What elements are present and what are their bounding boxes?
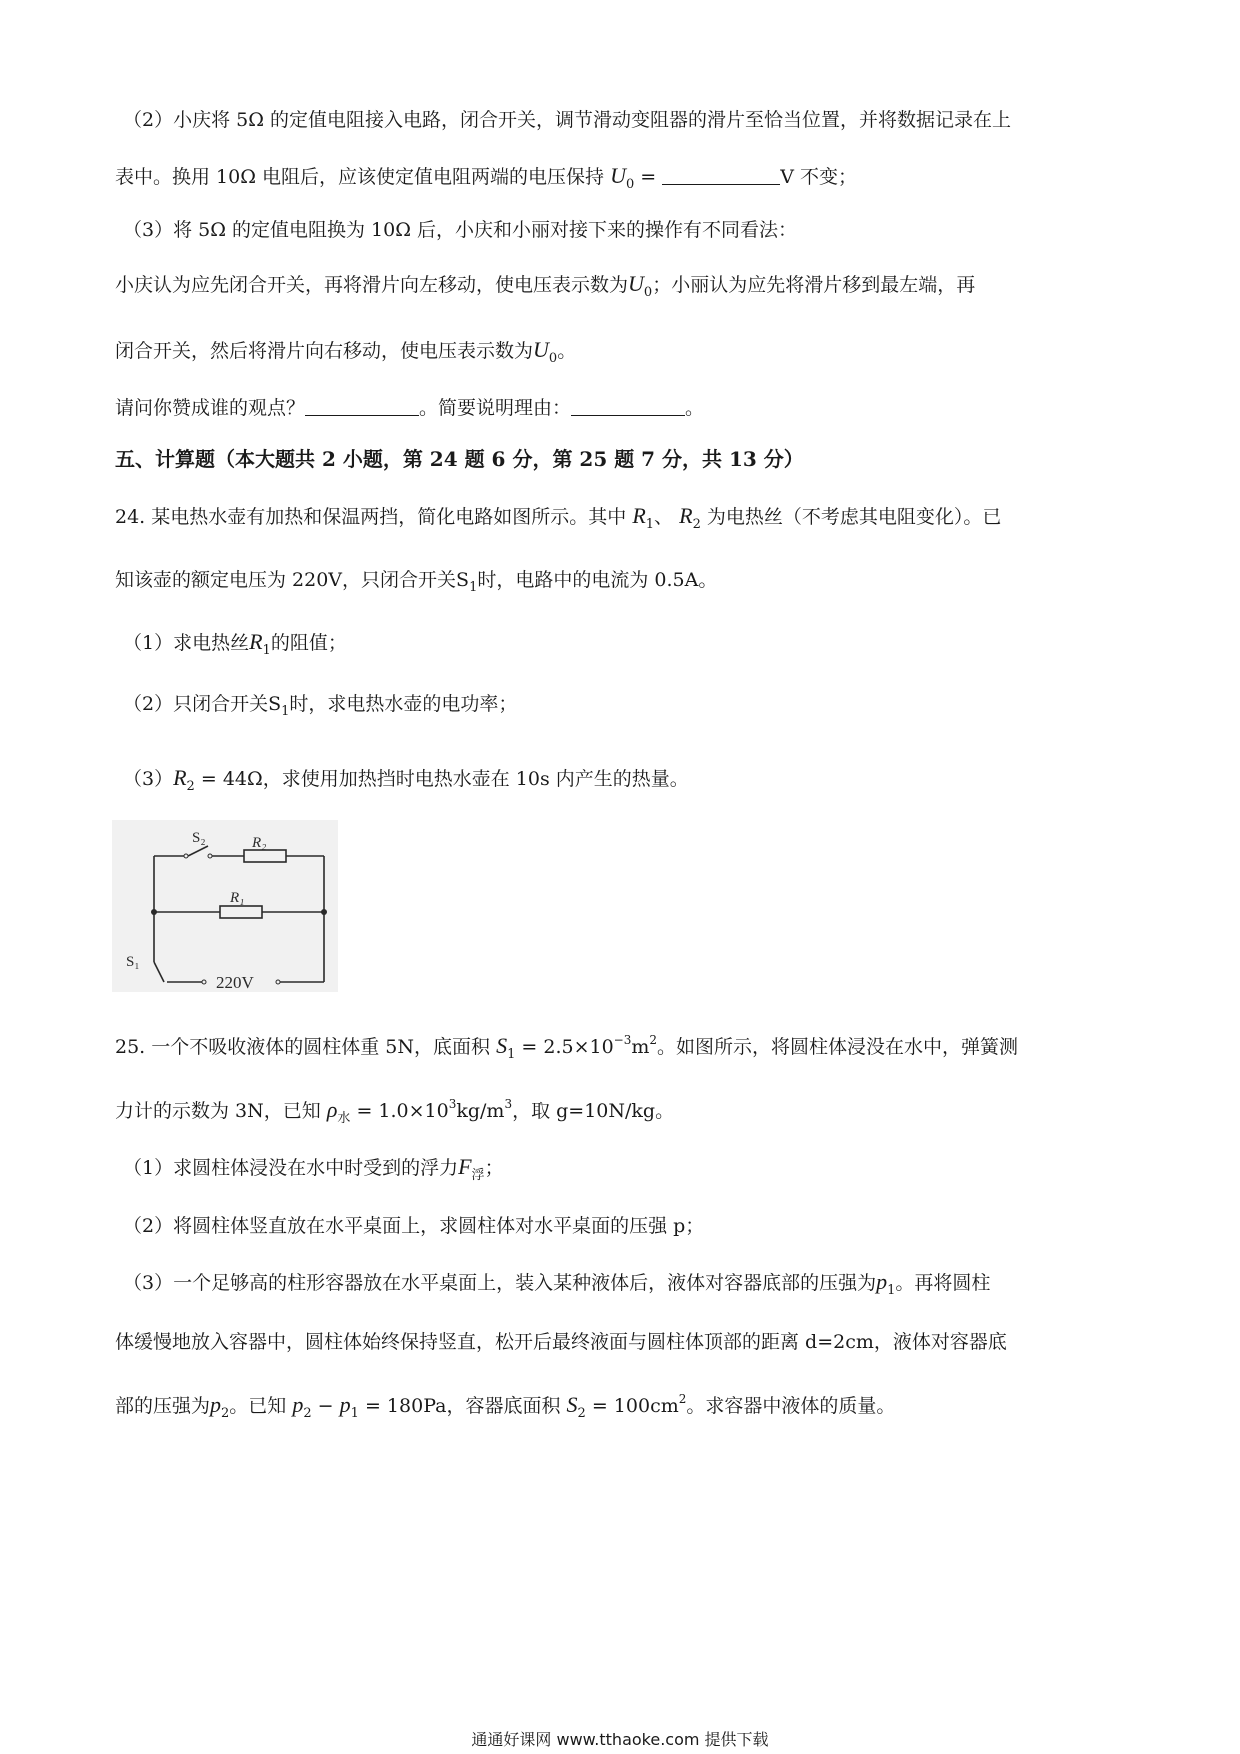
q23-part2-line1: （2）小庆将 5Ω 的定值电阻接入电路，闭合开关，调节滑动变阻器的滑片至恰当位置，并将数据记录在上 [123, 109, 1012, 131]
answer-blank-u0[interactable] [662, 166, 780, 185]
label-r2: R₂ [252, 835, 267, 851]
q23-part3-line2: 小庆认为应先闭合开关，再将滑片向左移动，使电压表示数为$U_0$；小丽认为应先将滑片移到最左端，再 [115, 271, 976, 300]
q24-part2: （2）只闭合开关$S_1$时，求电热水壶的电功率； [123, 693, 518, 719]
q24-line1: 24. 某电热水壶有加热和保温两挡，简化电路如图所示。其中 $R_1$、 $R_2$ 为电热丝（不考虑其电阻变化）。已 [115, 503, 1002, 532]
q25-line2: 力计的示数为 3N，已知 $\rho_水 = 1.0\times 10^3kg/m^3$，取 g=10N/kg。 [115, 1097, 675, 1126]
junction-right [321, 909, 327, 915]
q25-line1: 25. 一个不吸收液体的圆柱体重 5N，底面积 $S_1 = 2.5\times 10^{-3}m^2$。如图所示，将圆柱体浸没在水中，弹簧测 [115, 1033, 1019, 1062]
resistor-r1 [220, 906, 262, 918]
terminal-s2-b [208, 854, 212, 858]
resistor-r2 [244, 850, 286, 862]
label-voltage: 220V [216, 973, 254, 992]
junction-left [151, 909, 157, 915]
switch-s1-blade [154, 962, 164, 982]
label-s1: S₁ [126, 954, 140, 970]
q25-part3-line1: （3）一个足够高的柱形容器放在水平桌面上，装入某种液体后，液体对容器底部的压强为$p_1$。再将圆柱 [123, 1269, 991, 1298]
q24-part3: $(3)R_2 = 44\Omega$，求使用加热挡时电热水壶在 10s 内产生的热量。 [123, 765, 689, 794]
label-s2: S₂ [192, 830, 206, 846]
terminal-source-a [202, 980, 206, 984]
terminal-s2-a [184, 854, 188, 858]
q25-part2: （2）将圆柱体竖直放在水平桌面上，求圆柱体对水平桌面的压强 p； [123, 1215, 705, 1237]
circuit-diagram [112, 820, 338, 992]
answer-blank-opinion[interactable] [305, 397, 419, 416]
q25-part3-line3: 部的压强为$p_2$。已知 $p_2 - p_1 = 180Pa$，容器底面积 $S_2 = 100cm^2$。求容器中液体的质量。 [115, 1392, 896, 1421]
q24-part1: （1）求电热丝$R_1$的阻值； [123, 629, 347, 658]
switch-s2-blade [188, 846, 208, 856]
section-heading: 五、计算题（本大题共 2 小题，第 24 题 6 分，第 25 题 7 分，共 13 分） [115, 447, 804, 471]
label-r1: R₁ [230, 890, 245, 906]
answer-blank-reason[interactable] [571, 397, 685, 416]
q23-part2-line2: 表中。换用 10Ω 电阻后，应该使定值电阻两端的电压保持 $U_0 = V$ 不变； [115, 163, 857, 192]
q25-part3-line2: 体缓慢地放入容器中，圆柱体始终保持竖直，松开后最终液面与圆柱体顶部的距离 d=2cm，液体对容器底 [115, 1331, 1007, 1353]
terminal-source-b [276, 980, 280, 984]
q23-part3-line1: （3）将 5Ω 的定值电阻换为 10Ω 后，小庆和小丽对接下来的操作有不同看法： [123, 219, 798, 241]
q24-line2: 知该壶的额定电压为 220V，只闭合开关$S_1$时，电路中的电流为 0.5A。 [115, 569, 718, 595]
q25-part1: （1）求圆柱体浸没在水中时受到的浮力$F_浮$； [123, 1154, 504, 1183]
q23-part3-line3: 闭合开关，然后将滑片向右移动，使电压表示数为$U_0$。 [115, 337, 577, 366]
q23-part3-line4: 请问你赞成谁的观点？ 。简要说明理由： 。 [115, 397, 705, 419]
circuit-svg [112, 820, 338, 992]
page-footer: 通通好课网 www.tthaoke.com 提供下载 [471, 1730, 769, 1749]
